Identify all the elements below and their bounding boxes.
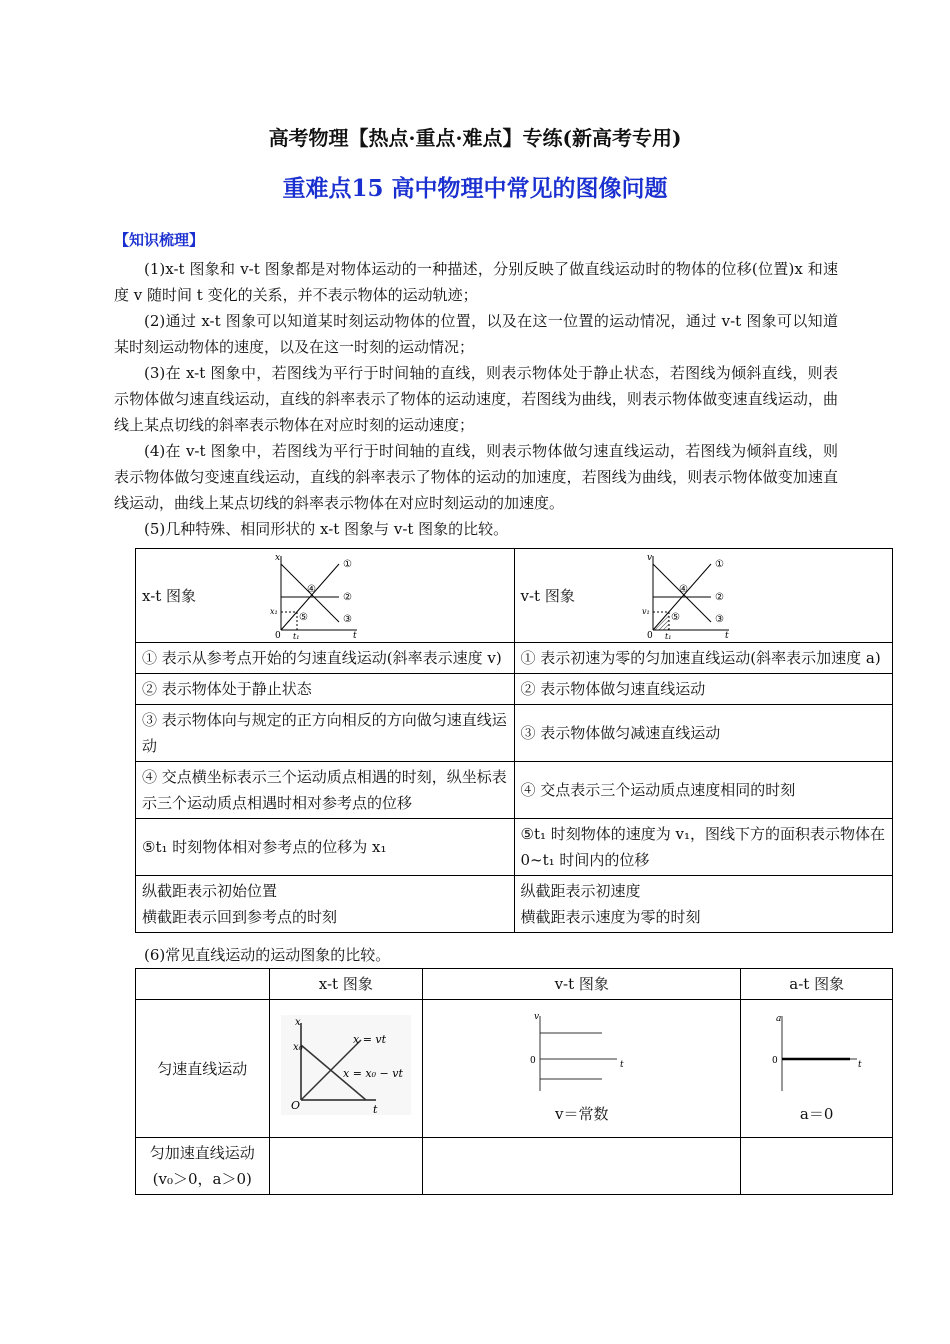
row-label: 匀速直线运动: [136, 1000, 270, 1138]
origin-label: O: [290, 1098, 300, 1112]
at-uniform-cell: [741, 1000, 893, 1138]
table-row: [136, 549, 893, 643]
vt-uniform-cell: [423, 1000, 741, 1138]
table-cell: ④ 交点表示三个运动质点速度相同的时刻: [514, 762, 893, 819]
curve-3-label: ③: [714, 613, 724, 625]
table-cell: ② 表示物体处于静止状态: [136, 674, 515, 705]
origin-label: 0: [771, 1055, 778, 1066]
comparison-table-2: [135, 968, 893, 1195]
vt-graph: [639, 552, 749, 640]
row-label-line: 匀加速直线运动: [149, 1144, 255, 1162]
table-cell: ③ 表示物体向与规定的正方向相反的方向做匀速直线运动: [136, 705, 515, 762]
table-cell: [136, 876, 515, 933]
paragraph-3: (3)在 x-t 图象中，若图线为平行于时间轴的直线，则表示物体处于静止状态，若图线为倾斜直线，则表示物体做匀速直线运动，直线的斜率表示了物体的运动速度，若图线为曲线，则表示物体做变速直线运动，曲线上某点切线的斜率表示物体在对应时刻的运动速度；: [114, 364, 838, 434]
v1-label: v₁: [641, 606, 650, 616]
at-caption: a＝0: [799, 1104, 834, 1123]
table-cell: [269, 1138, 423, 1195]
row-label: [136, 1138, 270, 1195]
paragraph-2: (2)通过 x-t 图象可以知道某时刻运动物体的位置，以及在这一位置的运动情况，通过 v-t 图象可以知道某时刻运动物体的速度，以及在这一时刻的运动情况；: [114, 312, 838, 356]
t-axis-label: t: [619, 1059, 624, 1070]
x0-label: x₀: [292, 1041, 303, 1053]
curve-4-label: ④: [678, 583, 688, 595]
xt-graph: [267, 552, 377, 640]
curve-1-label: ①: [714, 558, 724, 570]
x-axis-label: x: [294, 1016, 301, 1028]
header-cell: x-t 图象: [269, 969, 423, 1000]
a-axis-label: a: [775, 1013, 782, 1024]
curve-3-label: ③: [343, 613, 352, 625]
curve-2-label: ②: [714, 591, 724, 603]
curve-5-label: ⑤: [670, 611, 680, 623]
document-subtitle: 重难点15 高中物理中常见的图像问题: [282, 175, 668, 202]
paragraph-6: (6)常见直线运动的运动图象的比较。: [144, 946, 391, 964]
vt-caption: v＝常数: [554, 1104, 609, 1123]
row-label-line: (v₀＞0，a＞0): [152, 1170, 252, 1188]
table-header-row: [136, 969, 893, 1000]
table-cell: ① 表示从参考点开始的匀速直线运动(斜率表示速度 v): [136, 643, 515, 674]
curve-2-label: ②: [343, 591, 352, 603]
xt-uniform-graph: [281, 1015, 411, 1115]
intercept-line: 纵截距表示初速度: [520, 882, 641, 900]
table-cell: ④ 交点横坐标表示三个运动质点相遇的时刻，纵坐标表示三个运动质点相遇时相对参考点的位移: [136, 762, 515, 819]
equation-x-vt: x = vt: [352, 1032, 386, 1046]
origin-label: 0: [646, 630, 653, 640]
intercept-line: 横截距表示速度为零的时刻: [520, 908, 701, 926]
table-row: [136, 674, 893, 705]
table-row: [136, 762, 893, 819]
xt-graph-cell: [136, 549, 515, 643]
t-axis-label: t: [857, 1059, 862, 1070]
knowledge-paragraphs: [114, 256, 838, 542]
v-axis-label: v: [533, 1011, 539, 1022]
t1-label: t₁: [664, 631, 671, 640]
origin-label: 0: [529, 1055, 536, 1066]
table-cell: [514, 876, 893, 933]
section-heading: 【知识梳理】: [114, 231, 205, 249]
intercept-line: 横截距表示回到参考点的时刻: [142, 908, 338, 926]
vt-header: v-t 图象: [520, 586, 575, 605]
xt-uniform-cell: [269, 1000, 423, 1138]
x-axis-label: x: [275, 552, 281, 563]
xt-header: x-t 图象: [142, 586, 197, 605]
vt-uniform-graph: [522, 1011, 642, 1101]
table-cell: ⑤t₁ 时刻物体相对参考点的位移为 x₁: [136, 819, 515, 876]
curve-4-label: ④: [307, 583, 316, 595]
table-row: [136, 876, 893, 933]
paragraph-4: (4)在 v-t 图象中，若图线为平行于时间轴的直线，则表示物体做匀速直线运动，若图线为倾斜直线，则表示物体做匀变速直线运动，直线的斜率表示了物体的运动的加速度，若图线为曲线，则表示物体做变加速直线运动，曲线上某点切线的斜率表示物体在对应时刻运动的加速度。: [114, 442, 838, 512]
table-row: [136, 819, 893, 876]
header-cell: v-t 图象: [423, 969, 741, 1000]
header-cell: [136, 969, 270, 1000]
v-axis-label: v: [646, 552, 652, 563]
t-axis-label: t: [353, 630, 357, 640]
equation-x-x0-vt: x = x₀ − vt: [342, 1066, 403, 1080]
table-row: [136, 705, 893, 762]
intercept-line: 纵截距表示初始位置: [142, 882, 278, 900]
origin-label: 0: [275, 630, 281, 640]
table-cell: [741, 1138, 893, 1195]
x1-label: x₁: [270, 606, 278, 616]
comparison-table-1: [135, 548, 893, 933]
curve-5-label: ⑤: [299, 611, 308, 623]
paragraph-1: (1)x-t 图象和 v-t 图象都是对物体运动的一种描述，分别反映了做直线运动时的物体的位移(位置)x 和速度 v 随时间 t 变化的关系，并不表示物体的运动轨迹；: [114, 260, 838, 304]
paragraph-5: (5)几种特殊、相同形状的 x-t 图象与 v-t 图象的比较。: [144, 520, 509, 538]
header-cell: a-t 图象: [741, 969, 893, 1000]
table-row: [136, 1138, 893, 1195]
table-cell: ③ 表示物体做匀减速直线运动: [514, 705, 893, 762]
document-title: 高考物理【热点·重点·难点】专练(新高考专用): [268, 126, 682, 150]
t-axis-label: t: [372, 1102, 378, 1115]
table-row: [136, 1000, 893, 1138]
table-row: [136, 643, 893, 674]
table-cell: [423, 1138, 741, 1195]
t1-label: t₁: [293, 631, 300, 640]
table-cell: ⑤t₁ 时刻物体的速度为 v₁，图线下方的面积表示物体在 0~t₁ 时间内的位移: [514, 819, 893, 876]
at-uniform-graph: [762, 1011, 872, 1101]
t-axis-label: t: [724, 630, 729, 640]
table-cell: ① 表示初速为零的匀加速直线运动(斜率表示加速度 a): [514, 643, 893, 674]
vt-graph-cell: [514, 549, 893, 643]
curve-1-label: ①: [343, 558, 352, 570]
table-cell: ② 表示物体做匀速直线运动: [514, 674, 893, 705]
